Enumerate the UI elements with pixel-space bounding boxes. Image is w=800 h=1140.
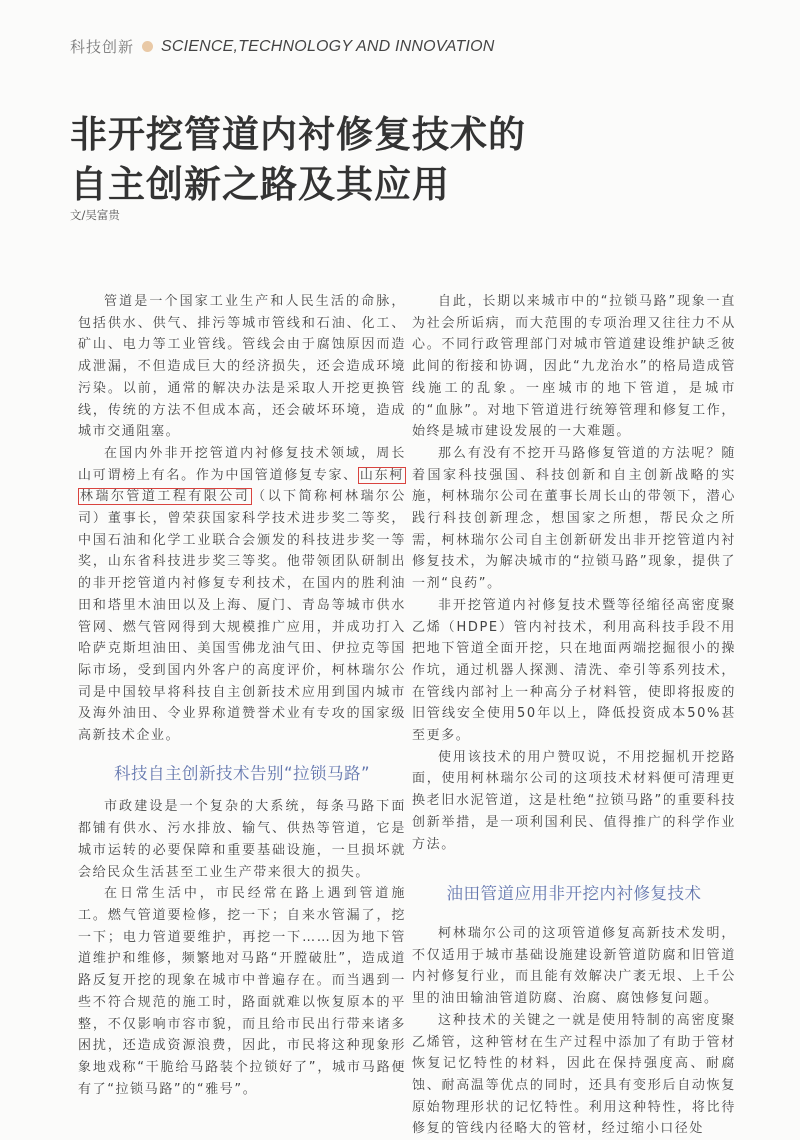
highlighted-company-name: 山东柯林瑞尔管道工程有限公司 [80, 467, 404, 505]
right-column [412, 291, 736, 1140]
paragraph-text: 在国内外非开挖管道内衬修复技术领域，周长山可谓榜上有名。作为中国管道修复专家、 [78, 445, 406, 483]
paragraph-text: （以下简称柯林瑞尔公司）董事长，曾荣获国家科学技术进步奖二等奖，中国石油和化学工业联合会颁发的科技进步奖一等奖，山东省科技进步奖三等奖。他带领团队研制出的非开挖管道内衬修复专利技术，在国内的胜利油田和塔里木油田以及上海、厦门、青岛等城市供水管网、燃气管网得到大规模推广应用，并成功打入哈萨克斯坦油田、美国雪佛龙油气田、伊拉克等国际市场，受到国内外客户的高度评价，柯林瑞尔公司是中国较早将科技自主创新技术应用到国内城市及海外油田、令业界称道赞誉术业有专攻的国家级高新技术企业。 [78, 489, 406, 744]
subheading: 科技自主创新技术告别“拉锁马路” [113, 763, 371, 783]
paragraph: 在日常生活中，市民经常在路上遇到管道施工。燃气管道要检修，挖一下；自来水管漏了，挖一下；电力管道要维护，再挖一下……因为地下管道维护和维修，频繁地对马路“开膛破肚”，造成道路反复开挖的现象在城市中普遍存在。而当遇到一些不符合规范的施工时，路面就难以恢复原本的平整，不仅影响市容市貌，而且给市民出行带来诸多困扰，还造成资源浪费，因此，市民将这种现象形象地戏称“干脆给马路装个拉锁好了”，城市马路便有了“拉锁马路”的“雅号”。 [78, 886, 406, 1097]
paragraph: 自此，长期以来城市中的“拉锁马路”现象一直为社会所诟病，而大范围的专项治理又往往力不从心。不同行政管理部门对城市管道建设维护缺乏彼此间的衔接和协调，因此“九龙治水”的格局造成管线施工的乱象。一座城市的地下管道，是城市的“血脉”。对地下管道进行统筹管理和修复工作，始终是城市建设发展的一大难题。 [412, 294, 736, 440]
article-title [70, 110, 526, 210]
title-line-1: 非开挖管道内衬修复技术的 [70, 113, 526, 156]
paragraph: 那么有没有不挖开马路修复管道的方法呢？随着国家科技强国、科技创新和自主创新战略的实施，柯林瑞尔公司在董事长周长山的带领下，潜心践行科技创新理念，想国家之所想，帮民众之所需，柯林瑞尔公司自主创新研发出非开挖管道内衬修复技术，为解决城市的“拉锁马路”现象，提供了一剂“良药”。 [412, 445, 736, 592]
paragraph: 柯林瑞尔公司的这项管道修复高新技术发明，不仅适用于城市基础设施建设新管道防腐和旧管道内衬修复行业，而且能有效解决广袤无垠、上千公里的油田输油管道防腐、治腐、腐蚀修复问题。 [412, 925, 736, 1007]
paragraph: 这种技术的关键之一就是使用特制的高密度聚乙烯管，这种管材在生产过程中添加了有助于管材恢复记忆特性的材料，因此在保持强度高、耐腐蚀、耐高温等优点的同时，还具有变形后自动恢复原始物理形状的记忆特性。利用这种特性，将比待修复的管线内径略大的管材，经过缩小口径处 [412, 1012, 736, 1137]
section-label-en: SCIENCE,TECHNOLOGY AND INNOVATION [161, 37, 495, 55]
subheading: 油田管道应用非开挖内衬修复技术 [446, 884, 702, 904]
section-bullet-icon [142, 41, 153, 52]
left-column [78, 291, 406, 1100]
paragraph: 市政建设是一个复杂的大系统，每条马路下面都铺有供水、污水排放、输气、供热等管道，它是城市运转的必要保障和重要基础设施，一旦损坏就会给民众生活甚至工业生产带来很大的损失。 [78, 799, 406, 880]
section-label-cn: 科技创新 [70, 38, 135, 56]
paragraph [78, 443, 406, 747]
paragraph: 管道是一个国家工业生产和人民生活的命脉，包括供水、供气、排污等城市管线和石油、化工、矿山、电力等工业管线。管线会由于腐蚀原因而造成泄漏，不但造成巨大的经济损失，还会造成环境污染。以前，通常的解决办法是采取人开挖更换管线，传统的方法不但成本高，还会破坏环境，造成城市交通阻塞。 [78, 294, 406, 440]
section-header [70, 36, 494, 57]
paragraph: 使用该技术的用户赞叹说，不用挖掘机开挖路面，使用柯林瑞尔公司的这项技术材料便可清理更换老旧水泥管道，这是杜绝“拉锁马路”的重要科技创新举措，是一项利国利民、值得推广的科学作业方法。 [412, 749, 736, 852]
title-line-2: 自主创新之路及其应用 [70, 163, 450, 206]
paragraph: 非开挖管道内衬修复技术暨等径缩径高密度聚乙烯（HDPE）管内衬技术，利用高科技手段不用把地下管道全面开挖，只在地面两端挖掘很小的操作坑，通过机器人探测、清洗、牵引等系列技术，在管线内部衬上一种高分子材料管，使即将报废的旧管线安全使用50年以上，降低投资成本50%甚至更多。 [412, 597, 736, 744]
author-byline: 文/吴富贵 [70, 208, 120, 222]
